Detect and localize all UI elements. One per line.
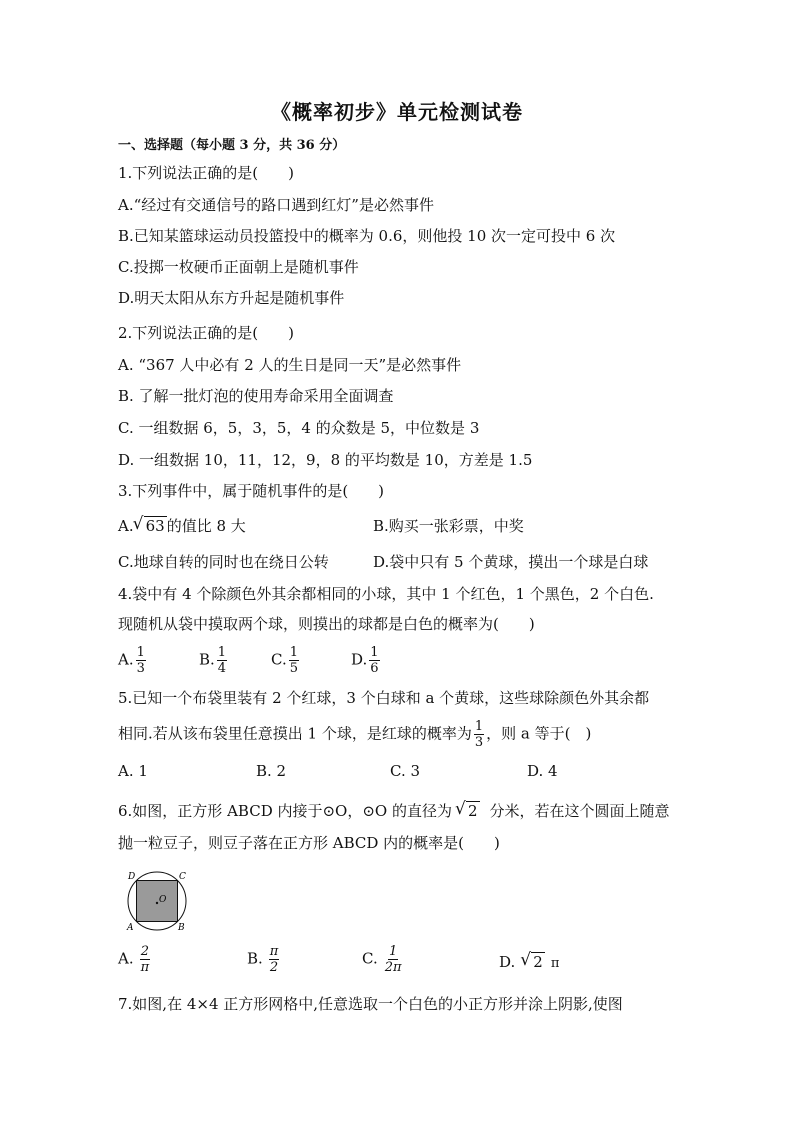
question-4-option-d <box>351 645 382 676</box>
option-text: 的值比 8 大 <box>166 517 246 535</box>
sqrt-expression <box>521 952 545 972</box>
question-2-option-a: A. “367 人中必有 2 人的生日是同一天”是必然事件 <box>118 356 462 374</box>
question-5-option-d: D. 4 <box>527 762 558 780</box>
question-4-stem-line-1: 4.袋中有 4 个除颜色外其余都相同的小球，其中 1 个红色，1 个黑色，2 个白色. <box>118 585 654 603</box>
denominator: 5 <box>289 661 298 676</box>
section-heading: 一、选择题（每小题 3 分，共 36 分） <box>118 138 346 153</box>
option-label: A. <box>118 949 134 968</box>
denominator: 6 <box>370 661 379 676</box>
numerator: 1 <box>388 944 398 959</box>
label-b: B <box>178 923 185 933</box>
stem-text: 相同.若从该布袋里任意摸出 1 个球，是红球的概率为 <box>118 724 472 743</box>
question-6-option-a <box>118 944 152 975</box>
denominator: 3 <box>474 735 484 750</box>
option-label: B. <box>247 949 263 968</box>
stem-text: 6.如图，正方形 ABCD 内接于⊙O，⊙O 的直径为 <box>118 802 452 820</box>
option-label: D. <box>351 650 368 669</box>
option-label: B. <box>199 650 215 669</box>
question-2-stem: 2.下列说法正确的是( ) <box>118 324 295 342</box>
question-1-stem: 1.下列说法正确的是( ) <box>118 164 295 182</box>
option-label: C. <box>362 949 378 968</box>
question-6-stem-line-1 <box>118 801 670 821</box>
question-2-option-c: C. 一组数据 6，5，3，5，4 的众数是 5，中位数是 3 <box>118 419 480 437</box>
question-1-option-b: B.已知某篮球运动员投篮投中的概率为 0.6，则他投 10 次一定可投中 6 次 <box>118 227 616 245</box>
fraction <box>269 944 280 975</box>
denominator: π <box>140 960 150 975</box>
question-2-option-d: D. 一组数据 10，11，12，9，8 的平均数是 10，方差是 1.5 <box>118 451 533 469</box>
denominator: 2 <box>269 960 279 975</box>
radicand: 2 <box>468 802 478 820</box>
question-4-option-c <box>271 645 301 676</box>
numerator: π <box>269 944 279 959</box>
label-d: D <box>128 872 136 882</box>
question-1-option-c: C.投掷一枚硬币正面朝上是随机事件 <box>118 258 359 276</box>
radicand: 2 <box>533 953 543 971</box>
question-6-option-c <box>362 944 405 975</box>
pi-symbol: π <box>550 956 560 971</box>
option-label: D. <box>499 953 516 971</box>
fraction <box>140 944 151 975</box>
fraction <box>289 645 299 676</box>
label-c: C <box>179 872 186 882</box>
question-1-option-a: A.“经过有交通信号的路口遇到红灯”是必然事件 <box>118 196 434 214</box>
fraction <box>384 944 403 975</box>
denominator: 3 <box>136 661 145 676</box>
numerator: 1 <box>289 645 298 660</box>
question-3-option-c: C.地球自转的同时也在绕日公转 <box>118 553 329 571</box>
numerator: 2 <box>140 944 150 959</box>
fraction <box>136 645 146 676</box>
numerator: 1 <box>474 719 484 734</box>
radicand: 63 <box>145 517 165 535</box>
label-a: A <box>127 923 134 933</box>
question-5-stem-line-2 <box>118 719 591 750</box>
question-3-option-d: D.袋中只有 5 个黄球，摸出一个球是白球 <box>373 553 649 571</box>
question-4-option-b <box>199 645 229 676</box>
fraction <box>474 719 484 750</box>
option-label: C. <box>271 650 287 669</box>
question-2-option-b: B. 了解一批灯泡的使用寿命采用全面调查 <box>118 387 394 405</box>
question-6-stem-line-2: 抛一粒豆子，则豆子落在正方形 ABCD 内的概率是( ) <box>118 834 500 852</box>
question-5-stem-line-1: 5.已知一个布袋里装有 2 个红球，3 个白球和 a 个黄球，这些球除颜色外其余都 <box>118 689 650 707</box>
denominator: 2π <box>384 960 402 975</box>
page-title: 《概率初步》单元检测试卷 <box>271 100 523 124</box>
denominator: 4 <box>217 661 227 676</box>
label-o: O <box>159 895 167 905</box>
question-6-option-b <box>247 944 281 975</box>
center-point <box>156 902 158 904</box>
question-3-stem: 3.下列事件中，属于随机事件的是( ) <box>118 482 385 500</box>
numerator: 1 <box>136 645 145 660</box>
option-label: A. <box>118 517 134 535</box>
question-5-option-a: A. 1 <box>118 762 148 780</box>
sqrt-expression <box>134 516 167 536</box>
numerator: 1 <box>217 645 227 660</box>
question-3-option-a <box>118 516 246 536</box>
question-6-option-d <box>499 952 559 974</box>
fraction <box>369 645 379 676</box>
square-abcd <box>137 881 178 922</box>
question-3-option-b: B.购买一张彩票，中奖 <box>373 517 524 535</box>
question-5-option-c: C. 3 <box>390 762 421 780</box>
circle-square-figure <box>122 866 192 936</box>
question-5-option-b: B. 2 <box>256 762 287 780</box>
question-4-stem-line-2: 现随机从袋中摸取两个球，则摸出的球都是白色的概率为( ) <box>118 615 535 633</box>
question-7-stem-line-1: 7.如图,在 4×4 正方形网格中,任意选取一个白色的小正方形并涂上阴影,使图 <box>118 995 623 1013</box>
fraction <box>217 645 227 676</box>
question-4-option-a <box>118 645 148 676</box>
option-label: A. <box>118 650 134 669</box>
stem-text: 分米，若在这个圆面上随意 <box>489 802 670 820</box>
question-1-option-d: D.明天太阳从东方升起是随机事件 <box>118 289 345 307</box>
numerator: 1 <box>370 645 379 660</box>
stem-text: ，则 a 等于( ) <box>486 724 592 743</box>
sqrt-expression <box>456 801 480 821</box>
